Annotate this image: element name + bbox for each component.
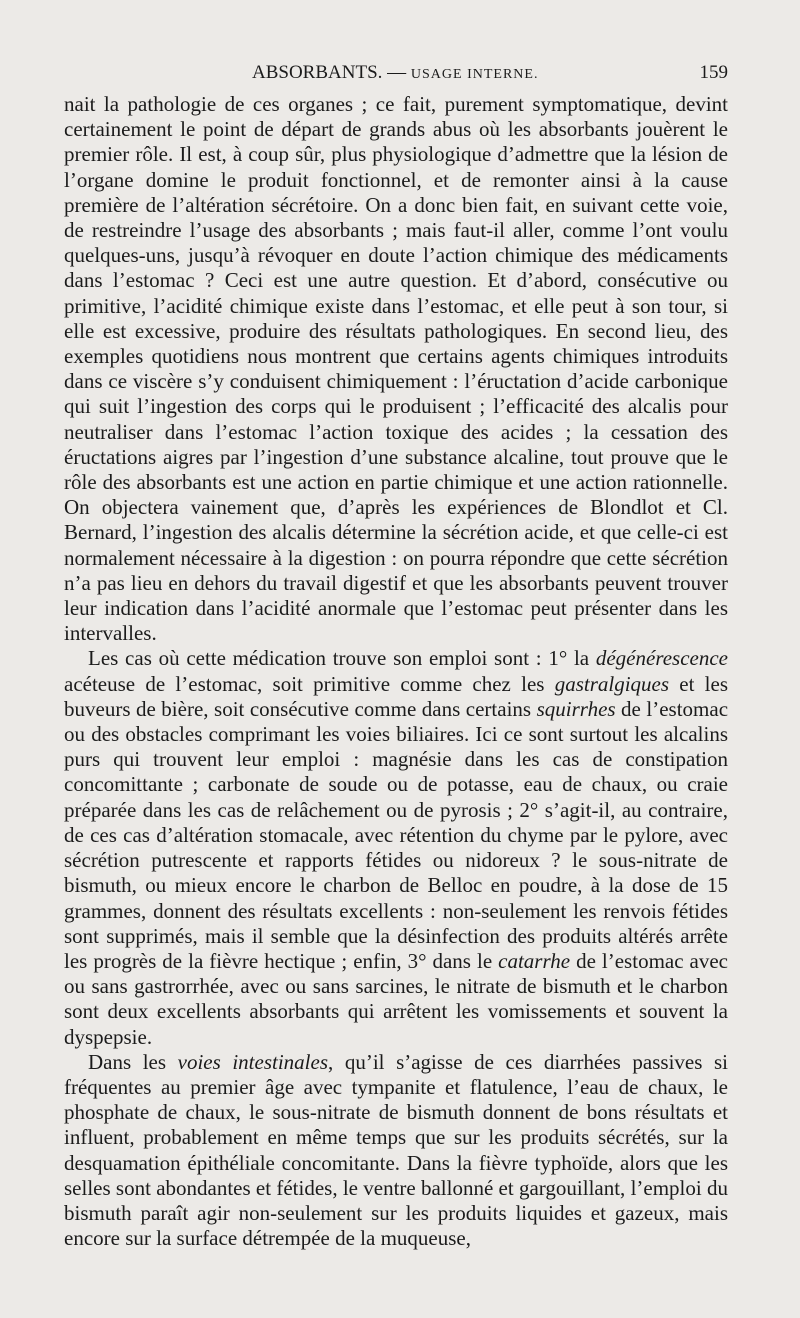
running-title [252, 62, 538, 84]
text-run: de l’estomac avec ou sans gastrorrhée, avec ou sans sarcines, le nitrate de bismuth et le charbon sont deux excellents absorbants qui arrêtent les vomissements et souvent la dyspepsie. [64, 948, 729, 1049]
text-run: , qu’il s’agisse de ces diarrhées passives si fréquentes au premier âge avec tympanite et flatulence, l’eau de chaux, le phosphate de chaux, le sous-nitrate de bismuth donnent de bons résultats et influent, probablement en même temps que sur les produits sécrétés, sur la desquamation épithéliale concomitante. Dans la fièvre typhoïde, alors que les selles sont abondantes et fétides, le ventre ballonné et gargouillant, l’emploi du bismuth paraît agir non-seulement sur les produits liquides et gazeux, mais encore sur la surface détrempée de la muqueuse, [64, 1049, 728, 1251]
text-run: nait la pathologie de ces organes ; ce fait, purement symptomatique, devint certainement le point de départ de grands abus où les absorbants jouèrent le premier rôle. Il est, à coup sûr, plus physiologique d’admettre que la lésion de l’organe domine le produit fonctionnel, et de remonter ainsi à la cause première de l’altération sécrétoire. On a donc bien fait, en suivant cette voie, de restreindre l’usage des absorbants ; mais faut-il aller, comme l’ont voulu quelques-uns, jusqu’à révoquer en doute l’action chimique des médicaments dans l’estomac ? Ceci est une autre question. Et d’abord, consécutive ou primitive, l’acidité chimique existe dans l’estomac, et elle peut à son tour, si elle est excessive, produire des résultats pathologiques. En second lieu, des exemples quotidiens nous montrent que certains agents chimiques introduits dans ce viscère s’y conduisent chimiquement : l’éructation d’acide carbonique qui suit l’ingestion des corps qui le produisent ; l’efficacité des alcalis pour neutraliser dans l’estomac l’action toxique des acides ; la cessation des éructations aigres par l’ingestion d’une substance alcaline, tout prouve que le rôle des absorbants est une action en partie chimique et une action rationnelle. On objectera vainement que, d’après les expériences de Blondlot et Cl. Bernard, l’ingestion des alcalis détermine la sécrétion acide, et que celle-ci est normalement nécessaire à la digestion : on pourra répondre que cette sécrétion n’a pas lieu en dehors du travail digestif et que les absorbants peuvent trouver leur indication dans l’acidité anormale que l’estomac peut présenter dans les intervalles. [64, 92, 728, 646]
running-title-main: ABSORBANTS. — [252, 62, 407, 83]
paragraph-2 [64, 646, 728, 1049]
text-run: de l’estomac ou des obstacles comprimant les voies biliaires. Ici ce sont surtout les alcalins purs qui trouvent leur emploi : magnésie dans les cas de constipation concomittante ; carbonate de soude ou de potasse, eau de chaux, ou craie préparée dans les cas de relâchement ou de pyrosis ; 2° s’agit-il, au contraire, de ces cas d’altération stomacale, avec rétention du chyme par le pylore, avec sécrétion putrescente et rapports fétides ou nidoreux ? le sous-nitrate de bismuth, ou mieux encore le charbon de Belloc en poudre, à la dose de 15 grammes, donnent des résultats excellents : non-seulement les renvois fétides sont supprimés, mais il semble que la désinfection des produits altérés arrête les progrès de la fièvre hectique ; enfin, 3° dans le [64, 696, 729, 973]
italic-term: voies intestinales [177, 1049, 329, 1074]
running-title-sub: USAGE INTERNE. [410, 67, 539, 82]
text-run: Dans les [88, 1049, 178, 1074]
italic-term: dégénérescence [595, 646, 728, 671]
text-run: et les buveurs de bière, soit consécutive comme dans certains [64, 671, 728, 721]
paragraph-1 [64, 92, 728, 646]
page-number: 159 [699, 62, 728, 83]
italic-term: squirrhes [536, 696, 616, 721]
body-text [64, 92, 728, 1251]
italic-term: catarrhe [498, 948, 571, 973]
italic-term: gastralgiques [554, 671, 670, 696]
text-run: Les cas où cette médication trouve son emploi sont : 1° la [88, 646, 596, 671]
text-run: acéteuse de l’estomac, soit primitive comme chez les [64, 671, 555, 696]
paragraph-3 [64, 1050, 728, 1252]
running-header [64, 62, 728, 88]
